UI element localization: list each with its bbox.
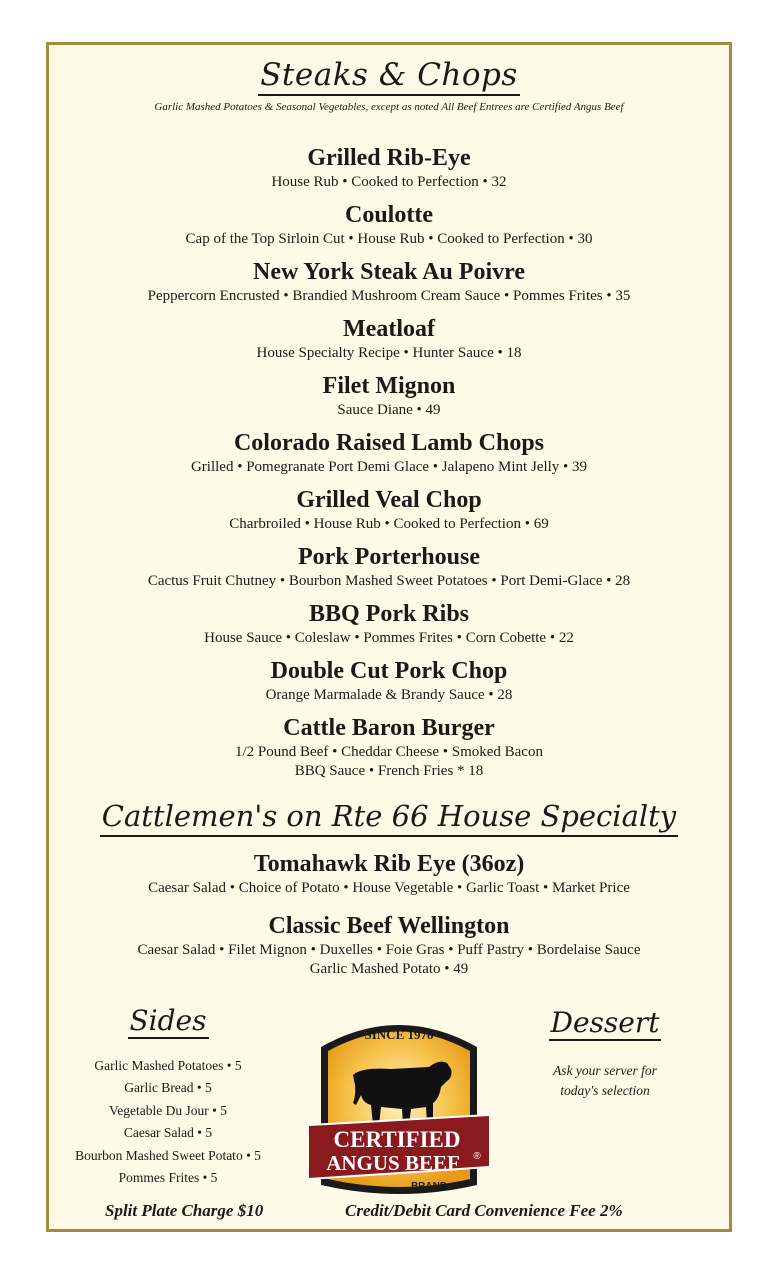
menu-item	[49, 144, 729, 201]
logo-registered: ®	[473, 1151, 481, 1162]
menu-item	[49, 657, 729, 714]
specialty-title: Cattlemen's on Rte 66 House Specialty	[49, 799, 729, 833]
item-description: Sauce Diane • 49	[337, 402, 441, 418]
list-item: Garlic Mashed Potatoes • 5	[94, 1058, 242, 1073]
dessert-note-line1: Ask your server for	[553, 1063, 657, 1078]
item-description-line2: BBQ Sauce • French Fries * 18	[294, 763, 484, 779]
item-description: Caesar Salad • Choice of Potato • House Vegetable • Garlic Toast • Market Price	[148, 880, 630, 896]
menu-item	[49, 429, 729, 486]
menu-item	[49, 315, 729, 372]
menu-item	[49, 543, 729, 600]
item-name: New York Steak Au Poivre	[253, 259, 525, 285]
list-item: Caesar Salad • 5	[123, 1125, 213, 1141]
split-plate-charge: Split Plate Charge $10	[105, 1201, 264, 1220]
menu-items	[49, 144, 729, 786]
item-name: Classic Beef Wellington	[268, 913, 510, 939]
logo-line2: ANGUS BEEF	[326, 1151, 460, 1175]
item-name: Grilled Veal Chop	[296, 487, 482, 513]
item-description: Cap of the Top Sirloin Cut • House Rub • Cooked to Perfection • 30	[185, 231, 593, 247]
dessert-title: Dessert	[550, 1006, 660, 1039]
menu-item	[49, 911, 729, 977]
menu-item	[49, 201, 729, 258]
item-description: House Sauce • Coleslaw • Pommes Frites • Corn Cobette • 22	[204, 630, 574, 646]
item-name: Colorado Raised Lamb Chops	[233, 430, 545, 456]
menu-item	[49, 849, 729, 911]
list-item: Garlic Bread • 5	[124, 1080, 212, 1096]
item-description: Peppercorn Encrusted • Brandied Mushroom Cream Sauce • Pommes Frites • 35	[147, 288, 631, 304]
item-name: Tomahawk Rib Eye (36oz)	[253, 851, 525, 877]
page-subtitle: Garlic Mashed Potatoes & Seasonal Vegetables, except as noted All Beef Entrees are Certified Angus Beef	[154, 101, 624, 113]
list-item: Bourbon Mashed Sweet Potato • 5	[75, 1147, 261, 1163]
menu-item	[49, 714, 729, 786]
item-name: Coulotte	[345, 202, 433, 228]
menu-item	[49, 258, 729, 315]
item-name: BBQ Pork Ribs	[308, 601, 470, 627]
certified-angus-beef-logo	[301, 1007, 497, 1201]
dessert-section	[519, 1005, 691, 1101]
sides-section	[53, 1003, 283, 1189]
logo-since: SINCE 1978	[364, 1027, 434, 1042]
menu-item	[49, 600, 729, 657]
item-description: Charbroiled • House Rub • Cooked to Perfection • 69	[229, 516, 549, 532]
item-description: House Rub • Cooked to Perfection • 32	[271, 174, 507, 190]
logo-brand: BRAND	[410, 1181, 448, 1192]
item-name: Filet Mignon	[322, 373, 456, 399]
page-title: Steaks & Chops	[49, 57, 729, 93]
item-name: Grilled Rib-Eye	[307, 145, 471, 171]
logo-line1: CERTIFIED	[333, 1127, 461, 1152]
item-description: Caesar Salad • Filet Mignon • Duxelles • Foie Gras • Puff Pastry • Bordelaise Sauce	[137, 942, 641, 958]
item-description: Grilled • Pomegranate Port Demi Glace • Jalapeno Mint Jelly • 39	[190, 459, 588, 475]
card-fee-note: Credit/Debit Card Convenience Fee 2%	[345, 1201, 623, 1220]
menu-item	[49, 372, 729, 429]
item-name: Double Cut Pork Chop	[270, 658, 508, 684]
specialty-items	[49, 849, 729, 977]
item-description: House Specialty Recipe • Hunter Sauce • 18	[256, 345, 522, 361]
item-description: Orange Marmalade & Brandy Sauce • 28	[265, 687, 513, 703]
dessert-note-line2: today's selection	[560, 1083, 650, 1098]
list-item: Vegetable Du Jour • 5	[109, 1102, 227, 1118]
item-description-line2: Garlic Mashed Potato • 49	[309, 961, 469, 977]
item-description: Cactus Fruit Chutney • Bourbon Mashed Sweet Potatoes • Port Demi-Glace • 28	[147, 573, 631, 589]
item-description: 1/2 Pound Beef • Cheddar Cheese • Smoked Bacon	[235, 744, 543, 760]
list-item: Pommes Frites • 5	[118, 1170, 218, 1186]
item-name: Pork Porterhouse	[298, 544, 480, 570]
item-name: Meatloaf	[343, 316, 435, 342]
menu-item	[49, 486, 729, 543]
dessert-note	[519, 1061, 691, 1101]
sides-list	[53, 1055, 283, 1189]
sides-title: Sides	[129, 1004, 207, 1037]
menu-page	[46, 42, 732, 1232]
item-name: Cattle Baron Burger	[283, 715, 495, 741]
